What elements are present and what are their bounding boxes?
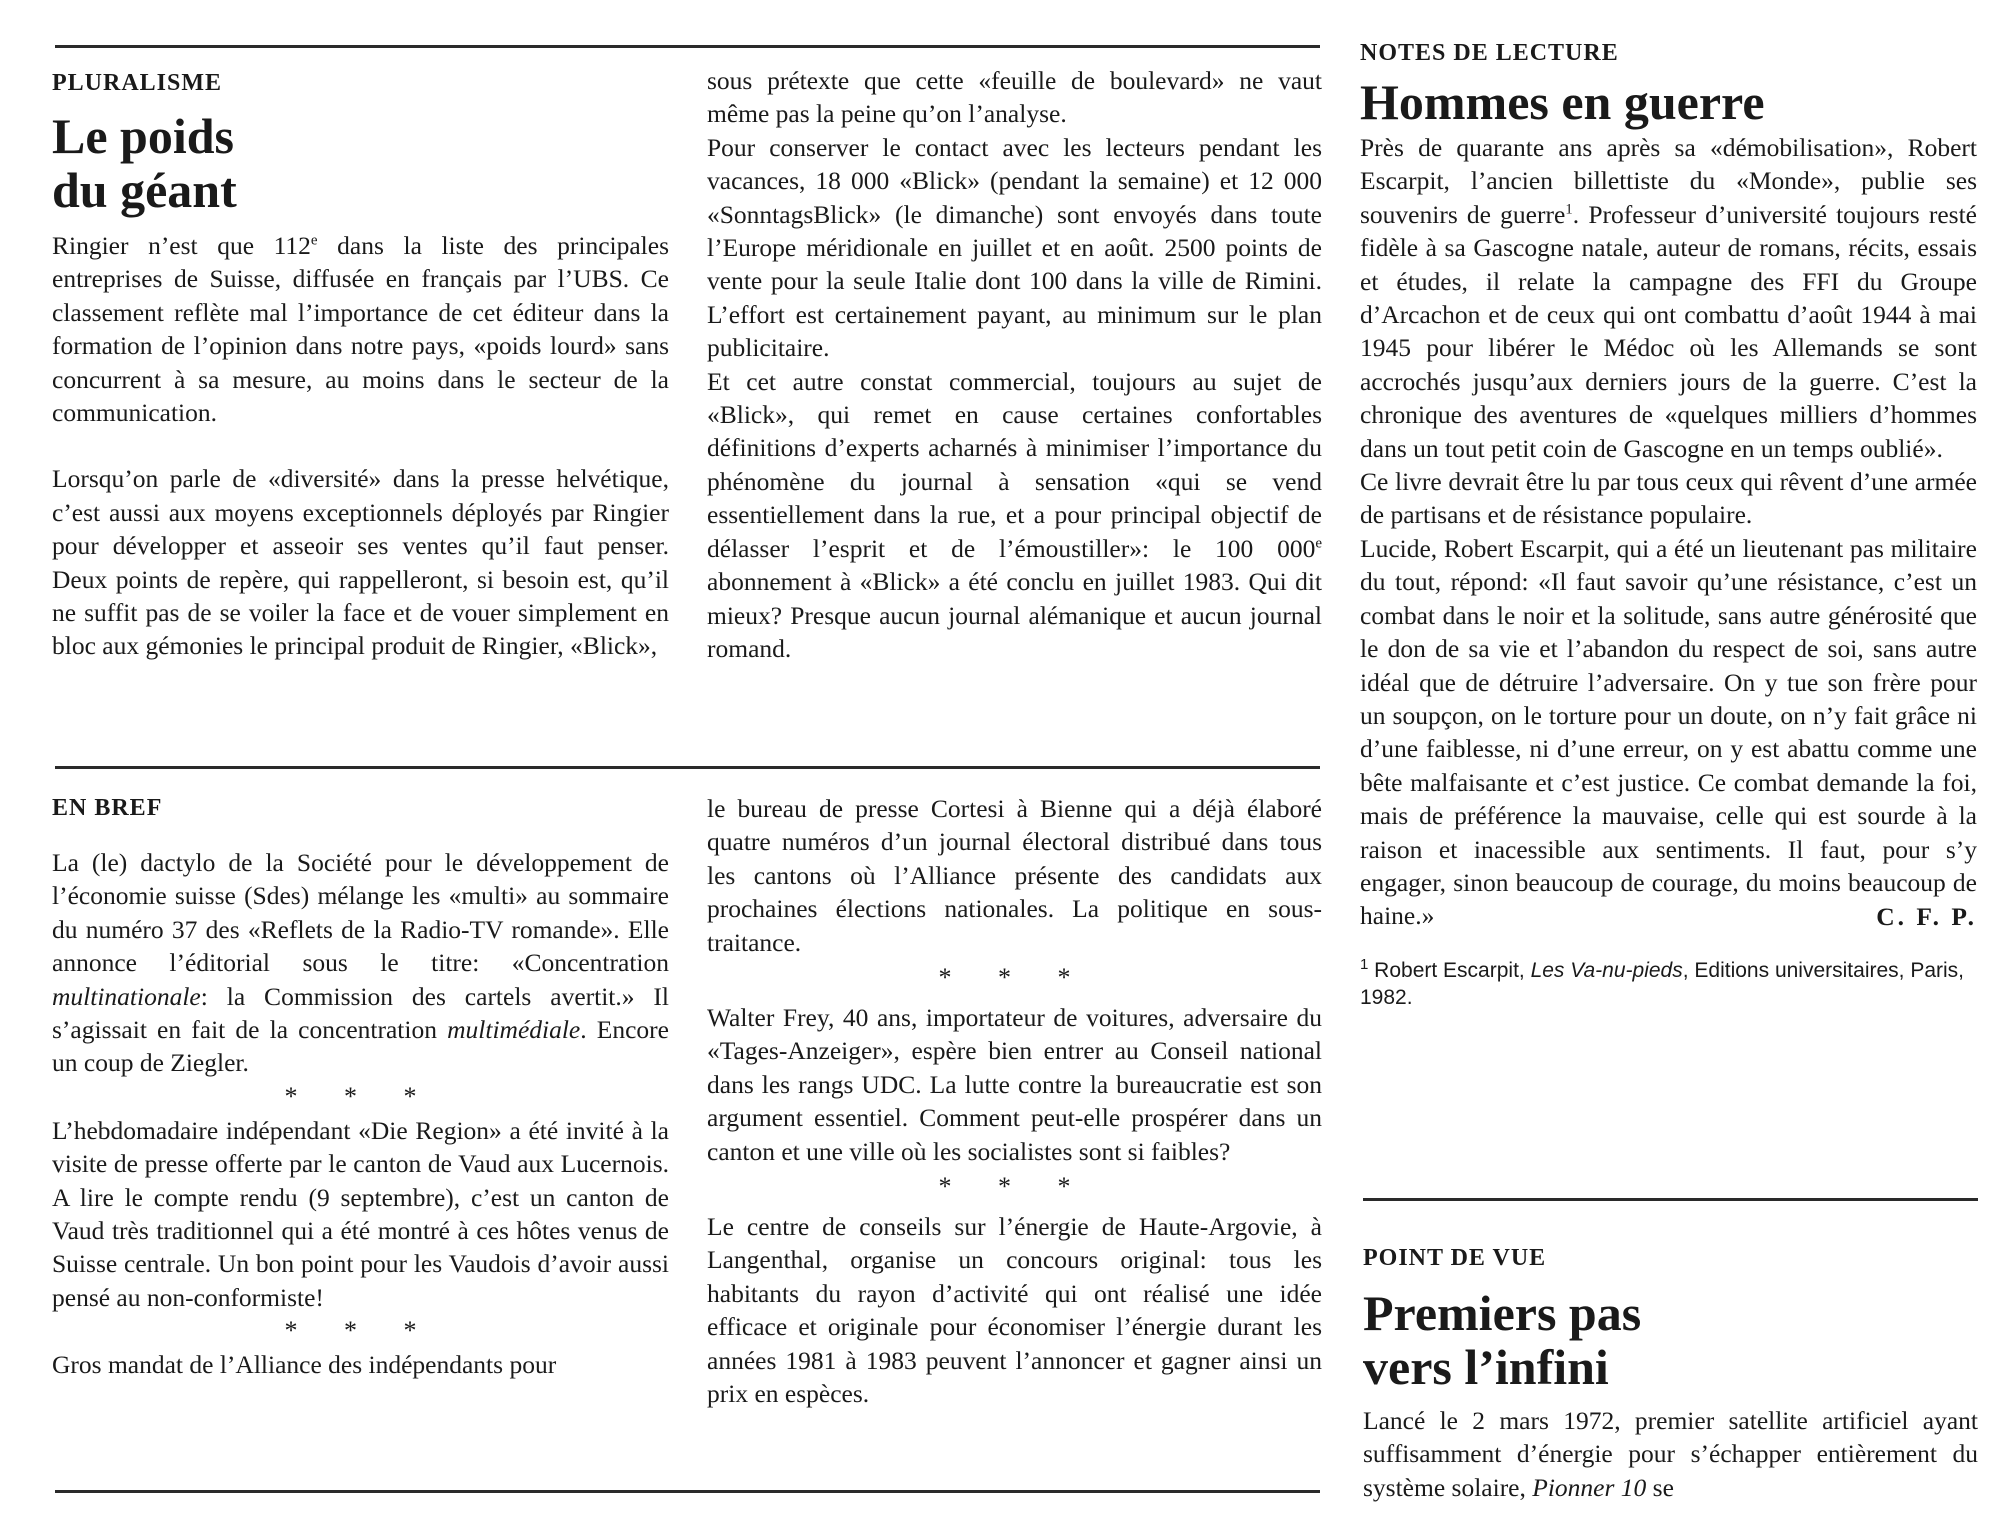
notes-kicker: NOTES DE LECTURE [1360,40,1619,66]
paragraph: Lancé le 2 mars 1972, premier satellite artificiel ayant suffisamment d’énergie pour s’échapper entièrement du système solaire, Pionner 10 se [1363,1406,1978,1502]
rule-right-column [1363,1198,1978,1201]
separator-stars: * * * [284,1316,437,1346]
paragraph: Ringier n’est que 112e dans la liste des principales entreprises de Suisse, diffusée en français par l’UBS. Ce classement reflète mal l’importance de cet éditeur dans la formation de l’opinion dans notre pays, «poids lourd» sans concurrent à sa mesure, au moins dans le secteur de la communication. [52,231,669,428]
point-de-vue-kicker: POINT DE VUE [1363,1245,1547,1271]
signature: C. F. P. [1876,901,1977,931]
paragraph: Lorsqu’on parle de «diversité» dans la presse helvétique, c’est aussi aux moyens exceptionnels déployés par Ringier pour développer et asseoir ses ventes qu’il faut penser. Deux points de repère, qui rappelleront, si besoin est, qu’il ne suffit pas de se voiler la face et de vouer simplement en bloc aux gémonies le principal produit de Ringier, «Blick», [52,464,669,661]
brief-item: La (le) dactylo de la Société pour le développement de l’économie suisse (Sdes) mélange les «multi» au sommaire du numéro 37 des «Reflets de la Radio-TV romande». Elle annonce l’éditorial sous le titre: «Concentration multinationale: la Commission des cartels avertit.» Il s’agissait en fait de la concentration multimédiale. Encore un coup de Ziegler. [52,848,669,1078]
paragraph: Lucide, Robert Escarpit, qui a été un lieutenant pas militaire du tout, répond: «Il faut savoir qu’une résistance, c’est un combat dans le noir et la solitude, sans autre générosité que le don de sa vie et l’abandon du respect de soi, sans autre idéal que de détruire l’adversaire. On y tue son frère pour un soupçon, on le torture pour un doute, on n’y fait grâce ni d’une faiblesse, ni d’une erreur, on y est abattu comme une bête malfaisante et c’est justice. Ce combat demande la foi, mais de préférence la mauvaise, celle qui est sourde à la raison et inacessible aux sentiments. Il faut, pour s’y engager, sinon beaucoup de courage, du moins beaucoup de haine.» [1360,533,1977,931]
separator-stars: * * * [938,1172,1091,1202]
brief-item: le bureau de presse Cortesi à Bienne qui a déjà élaboré quatre numéros d’un journal électoral distribué dans tous les cantons où l’Alliance présente des candidats aux prochaines élections nationales. La politique en sous-traitance. [707,794,1322,957]
brief-item: Walter Frey, 40 ans, importateur de voitures, adversaire du «Tages-Anzeiger», espère bien entrer au Conseil national dans les rangs UDC. La lutte contre la bureaucratie est son argument essentiel. Comment peut-elle prospérer dans un canton et une ville où les socialistes sont si faibles? [707,1003,1322,1166]
top-rule-left [55,45,1320,48]
bottom-rule-left [55,1490,1320,1493]
pluralisme-article-col1 [52,70,669,663]
en-bref-col1 [52,795,669,1382]
headline-line: Le poids [52,108,235,164]
headline-line: du géant [52,162,237,218]
brief-item: L’hebdomadaire indépendant «Die Region» a été invité à la visite de presse offerte par le canton de Vaud aux Lucernois. A lire le compte rendu (9 septembre), c’est un canton de Vaud très traditionnel qui a été montré à ces hôtes venus de Suisse centrale. Un bon point pour les Vaudois d’avoir aussi pensé au non-conformiste! [52,1115,669,1312]
point-de-vue-article [1363,1245,1978,1504]
en-bref-col2 [707,792,1322,1411]
en-bref-kicker: EN BREF [52,795,163,821]
paragraph: Et cet autre constat commercial, toujours au sujet de «Blick», qui remet en cause certaines confortables définitions d’experts acharnés à minimiser l’importance du phénomène du journal à sensation «qui se vend essentiellement dans la rue, et a pour principal objectif de délasser l’esprit et de l’émoustiller»: le 100 000e abonnement à «Blick» a été conclu en juillet 1983. Qui dit mieux? Presque aucun journal alémanique et aucun journal romand. [707,366,1322,663]
paragraph: sous prétexte que cette «feuille de boulevard» ne vaut même pas la peine qu’on l’analyse. [707,66,1322,129]
pluralisme-kicker: PLURALISME [52,70,223,96]
point-de-vue-headline [1363,1286,1978,1394]
brief-item: Gros mandat de l’Alliance des indépendants pour [52,1350,557,1380]
notes-de-lecture-article [1360,40,1977,1011]
brief-item: Le centre de conseils sur l’énergie de Haute-Argovie, à Langenthal, organise un concours original: tous les habitants du rayon d’activité qui ont réalisé une idée efficace et originale pour économiser l’énergie durant les années 1981 à 1983 peuvent l’annoncer et gagner ainsi un prix en espèces. [707,1212,1322,1409]
middle-rule-left [55,766,1320,769]
paragraph: Ce livre devrait être lu par tous ceux qui rêvent d’une armée de partisans et de résistance populaire. [1360,467,1977,530]
pluralisme-headline [52,109,669,217]
pluralisme-article-col2 [707,64,1322,665]
headline-line: Premiers pas [1363,1285,1642,1341]
paragraph: Près de quarante ans après sa «démobilisation», Robert Escarpit, l’ancien billettiste du «Monde», publie ses souvenirs de guerre$^1$. Professeur d’université toujours resté fidèle à sa Gascogne natale, auteur de romans, récits, essais et études, il relate la campagne des FFI du Groupe d’Arcachon et de ceux qui ont combattu d’août 1944 à mai 1945 pour libérer le Médoc où les Allemands se sont accrochés jusqu’aux derniers jours de la guerre. C’est la chronique des aventures de «quelques milliers d’hommes dans un tout petit coin de Gascogne en un temps oublié». [1360,133,1977,463]
separator-stars: * * * [938,963,1091,993]
notes-headline: Hommes en guerre [1360,74,1765,130]
headline-line: vers l’infini [1363,1339,1609,1395]
paragraph: Pour conserver le contact avec les lecteurs pendant les vacances, 18 000 «Blick» (pendant la semaine) et 12 000 «SonntagsBlick» (le dimanche) sont envoyés dans toute l’Europe méridionale en juillet et en août. 2500 points de vente pour la seule Italie dont 100 dans la ville de Rimini. L’effort est certainement payant, au minimum sur le plan publicitaire. [707,132,1322,363]
footnote: $^1$ Robert Escarpit, Les Va-nu-pieds, Editions universitaires, Paris, 1982. [1360,955,1965,1009]
separator-stars: * * * [284,1081,437,1111]
